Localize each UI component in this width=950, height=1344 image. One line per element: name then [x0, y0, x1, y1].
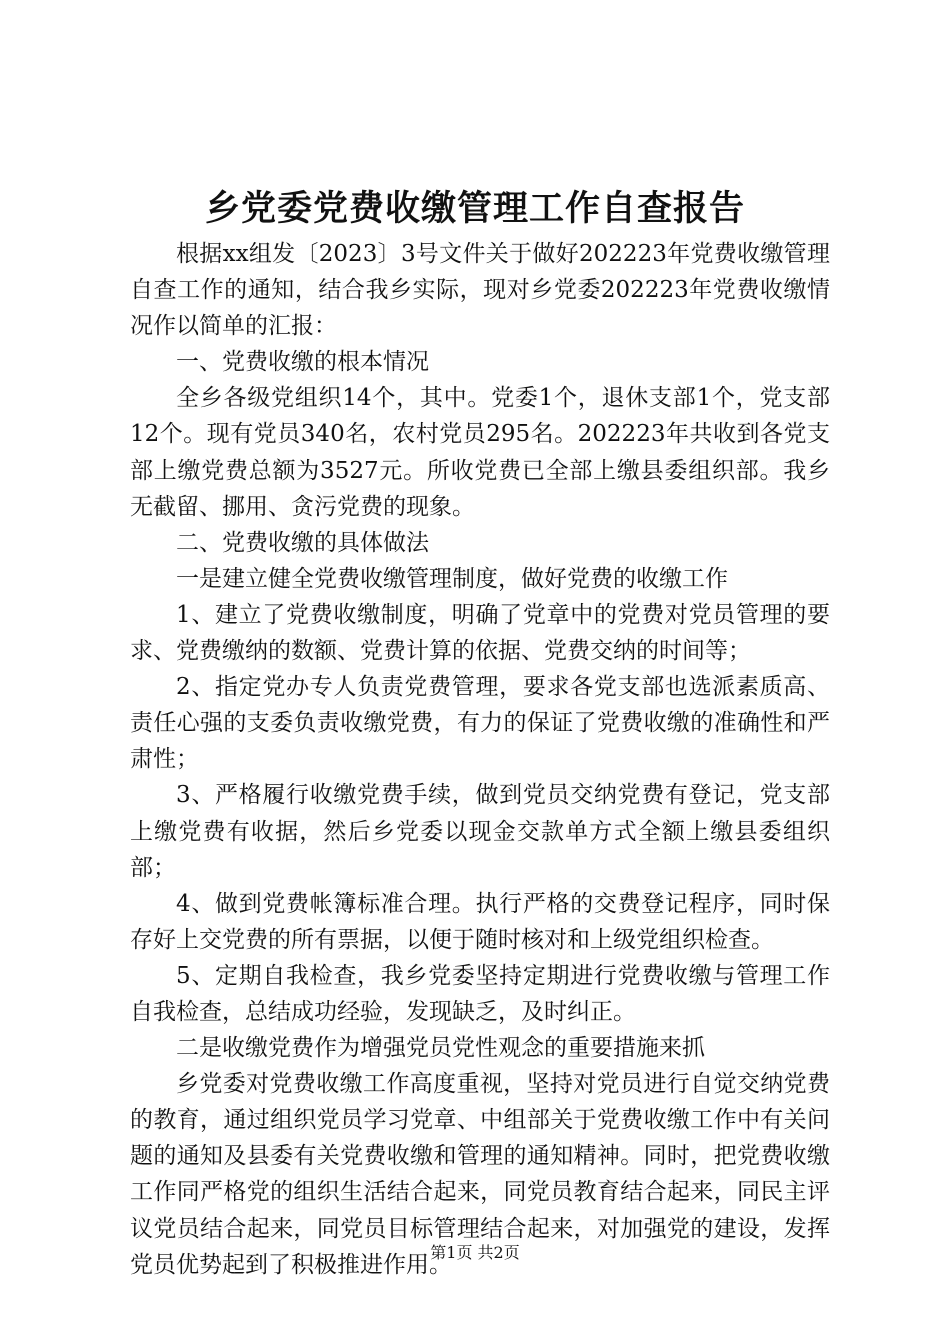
paragraph-party-spirit: 乡党委对党费收缴工作高度重视，坚持对党员进行自觉交纳党费的教育，通过组织党员学习党章、中组部关于党费收缴工作中有关问题的通知及县委有关党费收缴和管理的通知精神。同时，把党费收缴工作同严格党的组织生活结合起来，同党员教育结合起来，同民主评议党员结合起来，同党员目标管理结合起来，对加强党的建设，发挥党员优势起到了积极推进作用。 [130, 1071, 830, 1278]
paragraph-item-5: 5、定期自我检查，我乡党委坚持定期进行党费收缴与管理工作自我检查，总结成功经验，发现缺乏，及时纠正。 [130, 962, 830, 1025]
subheading-system: 一是建立健全党费收缴管理制度，做好党费的收缴工作 [176, 565, 728, 592]
paragraph-item-1: 1、建立了党费收缴制度，明确了党章中的党费对党员管理的要求、党费缴纳的数额、党费计算的依据、党费交纳的时间等； [130, 601, 830, 665]
heading-basic-situation: 一、党费收缴的根本情况 [176, 349, 429, 376]
page-footer: 第1页 共2页 [430, 1243, 520, 1262]
paragraph-basic-situation: 全乡各级党组织14个，其中。党委1个，退休支部1个，党支部12个。现有党员340名，农村党员295名。202223年共收到各党支部上缴党费总额为3527元。所收党费已全部上缴县委组织部。我乡无截留、挪用、贪污党费的现象。 [130, 385, 830, 520]
document-title: 乡党委党费收缴管理工作自查报告 [204, 188, 745, 229]
subheading-party-spirit: 二是收缴党费作为增强党员党性观念的重要措施来抓 [176, 1035, 705, 1062]
document-body [130, 236, 830, 1283]
heading-specific-methods: 二、党费收缴的具体做法 [176, 529, 429, 556]
paragraph-item-2: 2、指定党办专人负责党费管理，要求各党支部也选派素质高、责任心强的支委负责收缴党费，有力的保证了党费收缴的准确性和严肃性； [130, 674, 830, 773]
paragraph-item-3: 3、严格履行收缴党费手续，做到党员交纳党费有登记，党支部上缴党费有收据，然后乡党委以现金交款单方式全额上缴县委组织部； [130, 782, 830, 881]
paragraph-intro: 根据xx组发〔2023〕3号文件关于做好202223年党费收缴管理自查工作的通知，结合我乡实际，现对乡党委202223年党费收缴情况作以简单的汇报： [130, 241, 830, 340]
paragraph-item-4: 4、做到党费帐簿标准合理。执行严格的交费登记程序，同时保存好上交党费的所有票据，以便于随时核对和上级党组织检查。 [130, 890, 830, 953]
